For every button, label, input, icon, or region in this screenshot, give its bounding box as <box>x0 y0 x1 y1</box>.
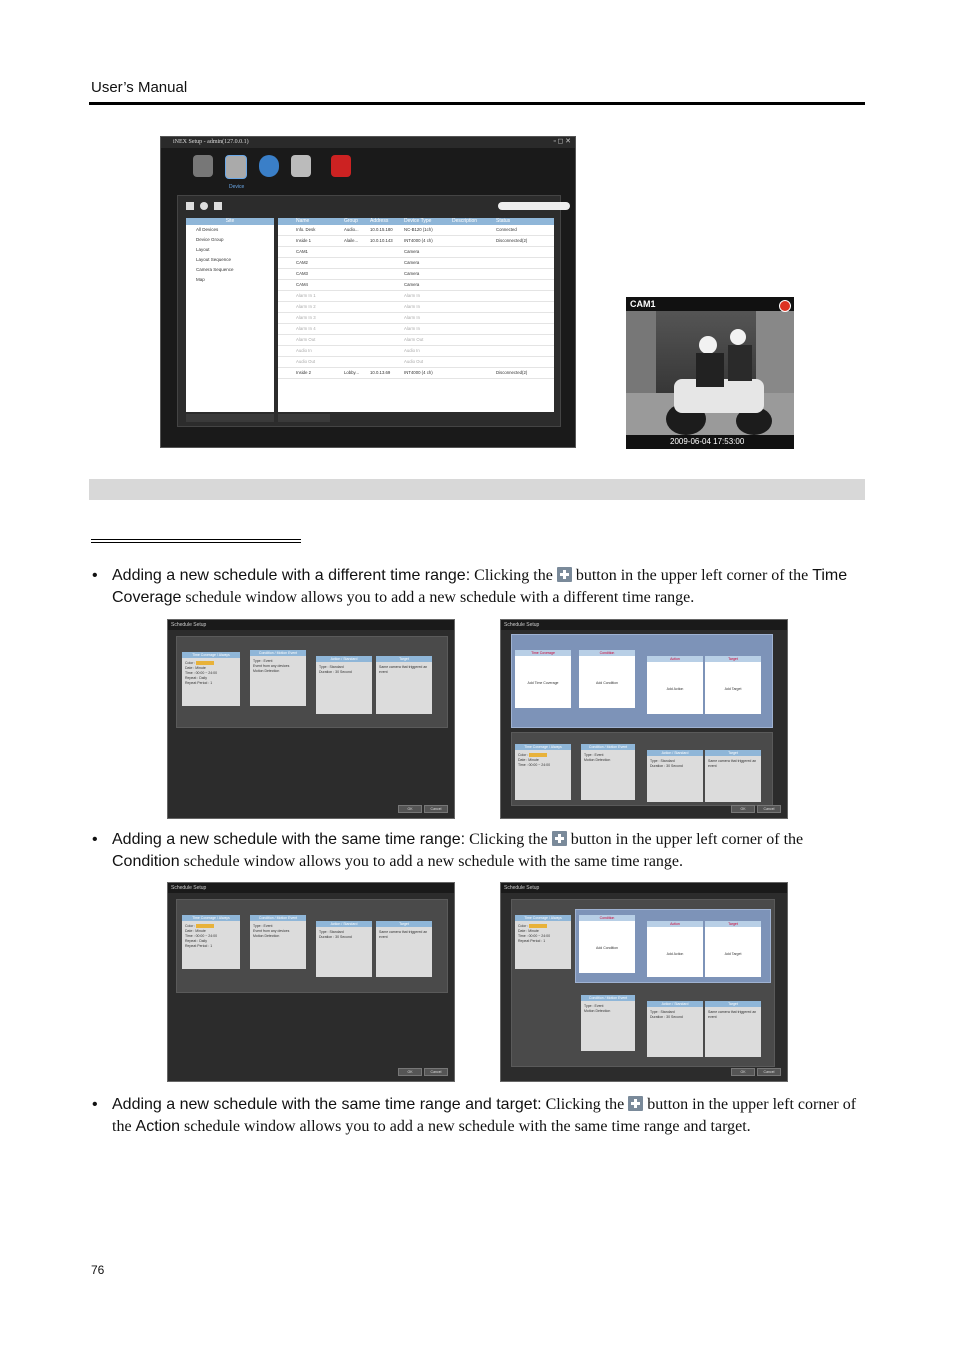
wifi-icon[interactable] <box>200 202 208 210</box>
table-cell <box>452 335 496 345</box>
plus-icon <box>552 831 567 846</box>
card-body: Same camera that triggered an event <box>379 930 428 939</box>
camera-image <box>626 297 794 449</box>
action-card[interactable] <box>316 656 372 714</box>
card-header: Time Coverage <box>515 650 571 656</box>
table-cell: NC-B120 (1ch) <box>404 227 433 232</box>
condition-card[interactable] <box>250 650 306 706</box>
bullet-term: Condition <box>112 852 180 870</box>
table-cell: Alarm In 2 <box>296 304 316 309</box>
table-cell: Camera <box>404 282 420 287</box>
card-body <box>182 921 240 952</box>
card-line: Type : Standard <box>319 930 344 934</box>
table-cell: Connected <box>496 227 517 232</box>
table-cell <box>344 346 370 356</box>
table-cell <box>452 324 496 334</box>
new-action-card[interactable] <box>647 921 703 977</box>
table-cell <box>496 291 546 301</box>
card-line: Type : Standard <box>650 1010 675 1014</box>
card-line: Repeat Period : 1 <box>518 939 546 943</box>
card-line: Event from any devices <box>253 929 290 933</box>
site-tree-item[interactable]: Layout Sequence <box>196 257 232 262</box>
schedule-title: Schedule Setup <box>501 883 787 893</box>
page-number: 76 <box>91 1263 105 1277</box>
card-line: Duration : 30 Second <box>650 1015 683 1019</box>
table-cell: Lobby... <box>344 370 359 375</box>
site-tree-item[interactable]: Map <box>196 277 205 282</box>
card-line: Type : Event <box>253 659 273 663</box>
table-cell <box>370 269 404 279</box>
table-cell <box>344 291 370 301</box>
table-row[interactable] <box>278 335 554 346</box>
table-cell <box>496 280 546 290</box>
site-tree-item[interactable]: Device Group <box>196 237 224 242</box>
card-line: Time : 00:00 ~ 24:00 <box>185 934 218 938</box>
bullet-icon: • <box>92 567 98 584</box>
bullet-text: schedule window allows you to add a new schedule with the same time range. <box>179 852 684 870</box>
table-row[interactable] <box>278 324 554 335</box>
table-cell: Camera <box>404 249 420 254</box>
section-heading-bar <box>89 479 865 500</box>
device-list-actions[interactable] <box>278 414 330 422</box>
table-cell: Disconnected(2) <box>496 238 528 243</box>
inex-titlebar: iNEX Setup - admin(127.0.0.1) <box>161 137 575 148</box>
target-card[interactable] <box>376 921 432 977</box>
site-tree-item[interactable]: Layout <box>196 247 210 252</box>
card-body: Add Target <box>724 687 742 691</box>
card-header: Condition / Motion Event <box>581 744 635 750</box>
card-body <box>515 750 571 771</box>
table-cell <box>452 236 496 246</box>
bullet-icon: • <box>92 831 98 848</box>
table-cell <box>344 335 370 345</box>
table-cell <box>370 324 404 334</box>
card-header: Time Coverage / Always <box>515 915 571 921</box>
action-card[interactable] <box>647 750 703 802</box>
camera-view <box>626 297 794 449</box>
schedule-screenshot-1b <box>500 619 788 819</box>
card-header: Time Coverage / Always <box>182 915 240 921</box>
new-action-card[interactable] <box>647 656 703 714</box>
card-body <box>581 750 635 766</box>
section-rule <box>91 539 301 543</box>
plus-icon <box>557 567 572 582</box>
card-line: Motion Detection <box>253 669 280 673</box>
ok-button[interactable]: OK <box>398 805 422 813</box>
table-cell: Alarm In 1 <box>296 293 316 298</box>
card-header: Target <box>376 656 432 662</box>
table-cell <box>452 258 496 268</box>
table-cell <box>344 324 370 334</box>
bullet-lead: Adding a new schedule with a different time range: <box>112 567 471 584</box>
table-cell <box>344 269 370 279</box>
card-body: Same camera that triggered an event <box>708 759 757 768</box>
bullet-term: Time Coverage <box>112 567 848 606</box>
ok-button[interactable]: OK <box>731 1068 755 1076</box>
header-rule <box>89 102 865 105</box>
card-header: Target <box>705 750 761 756</box>
table-cell: Alarm In 3 <box>296 315 316 320</box>
table-cell <box>496 335 546 345</box>
table-row[interactable] <box>278 357 554 368</box>
column-name[interactable]: Name <box>296 218 310 224</box>
card-body: Add Condition <box>596 681 618 685</box>
schedule-title: Schedule Setup <box>168 883 454 893</box>
table-cell: INT4000 (4 ch) <box>404 238 433 243</box>
table-cell: Alarm Out <box>404 337 424 342</box>
header-title: User’s Manual <box>91 79 188 96</box>
site-tree-item[interactable]: Camera Sequence <box>196 267 234 272</box>
card-line: Repeat : Daily <box>185 939 207 943</box>
card-line: Color : <box>185 924 196 928</box>
bullet-text: schedule window allows you to add a new schedule with a different time range. <box>181 588 695 606</box>
color-swatch <box>196 924 214 928</box>
bullet-text: button in the upper left corner of the <box>566 831 804 848</box>
card-header: Condition / Motion Event <box>581 995 635 1001</box>
table-cell: Alarm Out <box>296 337 316 342</box>
record-indicator-icon <box>779 300 791 312</box>
action-card[interactable] <box>647 1001 703 1057</box>
new-condition-card[interactable] <box>579 915 635 973</box>
table-cell: CAM3 <box>296 271 308 276</box>
card-body <box>316 662 372 678</box>
card-header: Condition / Motion Event <box>250 650 306 656</box>
table-cell <box>370 258 404 268</box>
card-body: Add Condition <box>596 946 618 950</box>
card-body: Same camera that triggered an event <box>379 665 428 674</box>
card-line: Type : Event <box>584 1004 604 1008</box>
cancel-button[interactable]: Cancel <box>424 1068 448 1076</box>
camera-label: CAM1 <box>630 299 656 309</box>
card-line: Event from any devices <box>253 664 290 668</box>
card-line: Duration : 30 Second <box>319 935 352 939</box>
device-icon[interactable] <box>225 155 247 179</box>
window-controls-icon[interactable]: ▫ ◻ ✕ <box>553 137 571 145</box>
bullet-text: button in the upper left corner of the <box>571 567 813 584</box>
card-line: Duration : 30 Second <box>319 670 352 674</box>
card-body <box>581 1001 635 1017</box>
card-line: Color : <box>518 753 529 757</box>
bullet-text: Clicking the <box>541 1096 629 1113</box>
table-cell <box>496 302 546 312</box>
card-header: Time Coverage / Always <box>182 652 240 658</box>
table-cell <box>452 313 496 323</box>
table-cell: Alarm In <box>404 315 420 320</box>
table-cell: Audio Out <box>404 359 424 364</box>
table-cell: Inside 1 <box>296 238 312 243</box>
table-row[interactable] <box>278 269 554 280</box>
device-list <box>278 218 554 412</box>
table-cell <box>496 357 546 367</box>
column-device-type[interactable]: Device Type <box>404 218 432 224</box>
table-cell <box>370 313 404 323</box>
card-header: Action / Standard <box>316 921 372 927</box>
new-condition-card[interactable] <box>579 650 635 708</box>
color-swatch <box>529 753 547 757</box>
card-body: Add Action <box>666 687 684 691</box>
table-cell <box>344 302 370 312</box>
card-header: Target <box>376 921 432 927</box>
table-cell: CAM1 <box>296 249 308 254</box>
new-target-card[interactable] <box>705 921 761 977</box>
schedule-screenshot-2b <box>500 882 788 1082</box>
table-cell <box>344 313 370 323</box>
time-coverage-card[interactable] <box>515 915 571 969</box>
monitor-icon[interactable] <box>214 202 222 210</box>
camera-timestamp: 2009-06-04 17:53:00 <box>670 437 745 446</box>
table-cell: Audio In <box>296 348 312 353</box>
table-cell: 10.0.13.69 <box>370 370 391 375</box>
bullet-text: button in the upper left corner of the <box>112 1096 857 1135</box>
table-cell <box>344 357 370 367</box>
user-icon[interactable] <box>259 155 279 177</box>
card-line: Color : <box>518 924 529 928</box>
card-line: Duration : 30 Second <box>650 764 683 768</box>
card-header: Time Coverage / Always <box>515 744 571 750</box>
bullet-text: Clicking the <box>470 567 557 584</box>
table-cell <box>496 313 546 323</box>
card-body <box>182 658 240 689</box>
table-row[interactable] <box>278 280 554 291</box>
ok-button[interactable]: OK <box>398 1068 422 1076</box>
table-cell <box>452 357 496 367</box>
action-card[interactable] <box>316 921 372 977</box>
table-cell: Audio... <box>344 227 359 232</box>
card-line: Motion Detection <box>584 758 611 762</box>
bullet-term: Action <box>135 1117 181 1135</box>
card-header: Target <box>705 921 761 927</box>
column-group[interactable]: Group <box>344 218 358 224</box>
card-header: Action / Standard <box>316 656 372 662</box>
card-header: Target <box>705 1001 761 1007</box>
card-body <box>515 921 571 947</box>
column-status[interactable]: Status <box>496 218 511 224</box>
table-cell: CAM4 <box>296 282 308 287</box>
target-card[interactable] <box>376 656 432 714</box>
card-header: Condition / Motion Event <box>250 915 306 921</box>
table-cell <box>452 368 496 378</box>
table-cell <box>496 269 546 279</box>
table-cell <box>496 324 546 334</box>
new-target-card[interactable] <box>705 656 761 714</box>
time-coverage-card[interactable] <box>182 652 240 706</box>
time-coverage-card[interactable] <box>515 744 571 800</box>
search-input[interactable] <box>498 202 570 210</box>
card-line: Time : 00:00 ~ 24:00 <box>185 671 218 675</box>
target-card[interactable] <box>705 750 761 802</box>
table-cell <box>344 258 370 268</box>
site-tree-item[interactable]: All Devices <box>196 227 219 232</box>
inex-setup-window <box>160 136 576 448</box>
card-header: Condition <box>579 915 635 921</box>
card-line: Type : Event <box>584 753 604 757</box>
site-column-header: Site <box>186 218 274 225</box>
table-cell <box>370 291 404 301</box>
card-body <box>647 1007 703 1023</box>
bullet-paragraph <box>92 829 864 872</box>
condition-card[interactable] <box>250 915 306 969</box>
table-cell <box>452 280 496 290</box>
card-body <box>316 927 372 943</box>
card-header: Action <box>647 656 703 662</box>
card-line: Time : 00:00 ~ 24:00 <box>518 934 551 938</box>
table-cell <box>370 302 404 312</box>
card-line: Date : Minute <box>185 929 206 933</box>
table-cell: Alarm In <box>404 326 420 331</box>
card-header: Action <box>647 921 703 927</box>
card-line: Type : Standard <box>650 759 675 763</box>
table-cell: Audio In <box>404 348 420 353</box>
table-cell <box>496 258 546 268</box>
table-cell: Camera <box>404 260 420 265</box>
card-line: Date : Minute <box>518 929 539 933</box>
table-cell: Alaile... <box>344 238 359 243</box>
table-cell <box>344 280 370 290</box>
card-line: Date : Minute <box>185 666 206 670</box>
card-body: Add Action <box>666 952 684 956</box>
table-cell: 10.0.15.180 <box>370 227 393 232</box>
card-body: Add Time Coverage <box>527 681 559 685</box>
card-line: Type : Standard <box>319 665 344 669</box>
table-cell <box>344 247 370 257</box>
card-line: Repeat : Daily <box>185 676 207 680</box>
table-cell: Inside 2 <box>296 370 312 375</box>
table-row[interactable] <box>278 225 554 236</box>
table-row[interactable] <box>278 368 554 379</box>
bullet-paragraph <box>92 565 864 608</box>
table-cell: INT4000 (4 ch) <box>404 370 433 375</box>
table-row[interactable] <box>278 291 554 302</box>
table-row[interactable] <box>278 313 554 324</box>
target-card[interactable] <box>705 1001 761 1057</box>
schedule-icon[interactable] <box>291 155 311 177</box>
table-row[interactable] <box>278 236 554 247</box>
schedule-title: Schedule Setup <box>168 620 454 630</box>
bullet-icon: • <box>92 1096 98 1113</box>
cancel-button[interactable]: Cancel <box>757 1068 781 1076</box>
table-row[interactable] <box>278 346 554 357</box>
card-header: Condition <box>579 650 635 656</box>
table-cell: CAM2 <box>296 260 308 265</box>
table-row[interactable] <box>278 302 554 313</box>
new-time-coverage-card[interactable] <box>515 650 571 708</box>
table-cell <box>452 346 496 356</box>
card-line: Type : Event <box>253 924 273 928</box>
table-cell <box>370 280 404 290</box>
table-cell: Audio Out <box>296 359 316 364</box>
cancel-button[interactable]: Cancel <box>424 805 448 813</box>
table-cell <box>370 247 404 257</box>
table-cell <box>452 269 496 279</box>
table-cell <box>370 346 404 356</box>
card-line: Motion Detection <box>253 934 280 938</box>
bullet-text: Clicking the <box>465 831 552 848</box>
inex-panel <box>177 195 561 427</box>
table-cell: 10.0.10.143 <box>370 238 393 243</box>
card-body <box>250 921 306 942</box>
alarm-icon[interactable] <box>331 155 351 177</box>
table-cell: Alarm In <box>404 304 420 309</box>
bullet-text: schedule window allows you to add a new schedule with the same time range and target. <box>180 1117 751 1135</box>
card-line: Date : Minute <box>518 758 539 762</box>
card-body <box>250 656 306 677</box>
column-address[interactable]: Address <box>370 218 389 224</box>
table-cell <box>370 357 404 367</box>
card-body <box>647 756 703 772</box>
schedule-screenshot-2a <box>167 882 455 1082</box>
card-line: Motion Detection <box>584 1009 611 1013</box>
site-tree <box>186 218 274 412</box>
card-line: Time : 00:00 ~ 24:00 <box>518 763 551 767</box>
table-cell <box>452 225 496 235</box>
bullet-lead: Adding a new schedule with the same time range and target: <box>112 1096 542 1113</box>
card-header: Action / Standard <box>647 1001 703 1007</box>
table-cell <box>452 247 496 257</box>
table-cell: Alarm In <box>404 293 420 298</box>
time-coverage-card[interactable] <box>182 915 240 969</box>
table-cell <box>370 335 404 345</box>
plus-icon <box>628 1096 643 1111</box>
card-line: Repeat Period : 1 <box>185 944 213 948</box>
condition-card[interactable] <box>581 744 635 800</box>
system-icon[interactable] <box>193 155 213 177</box>
table-cell: Alarm In 4 <box>296 326 316 331</box>
color-swatch <box>529 924 547 928</box>
schedule-screenshot-1a <box>167 619 455 819</box>
table-cell <box>452 291 496 301</box>
table-cell <box>496 346 546 356</box>
bullet-paragraph <box>92 1094 864 1137</box>
table-cell <box>452 302 496 312</box>
toolbar-label-device: Device <box>229 184 245 190</box>
table-row[interactable] <box>278 247 554 258</box>
table-cell: Disconnected(2) <box>496 370 528 375</box>
table-cell: Info. Desk <box>296 227 316 232</box>
table-row[interactable] <box>278 258 554 269</box>
bullet-lead: Adding a new schedule with the same time range: <box>112 831 466 848</box>
ok-button[interactable]: OK <box>731 805 755 813</box>
upload-icon[interactable] <box>186 202 194 210</box>
card-header: Action / Standard <box>647 750 703 756</box>
card-body: Same camera that triggered an event <box>708 1010 757 1019</box>
column-description[interactable]: Description <box>452 218 478 224</box>
card-body: Add Target <box>724 952 742 956</box>
card-line: Repeat Period : 1 <box>185 681 213 685</box>
site-tree-actions[interactable] <box>186 414 274 422</box>
condition-card[interactable] <box>581 995 635 1051</box>
card-header: Target <box>705 656 761 662</box>
table-cell: Camera <box>404 271 420 276</box>
schedule-title: Schedule Setup <box>501 620 787 630</box>
color-swatch <box>196 661 214 665</box>
cancel-button[interactable]: Cancel <box>757 805 781 813</box>
table-cell <box>496 247 546 257</box>
card-line: Color : <box>185 661 196 665</box>
device-list-header <box>278 218 554 225</box>
